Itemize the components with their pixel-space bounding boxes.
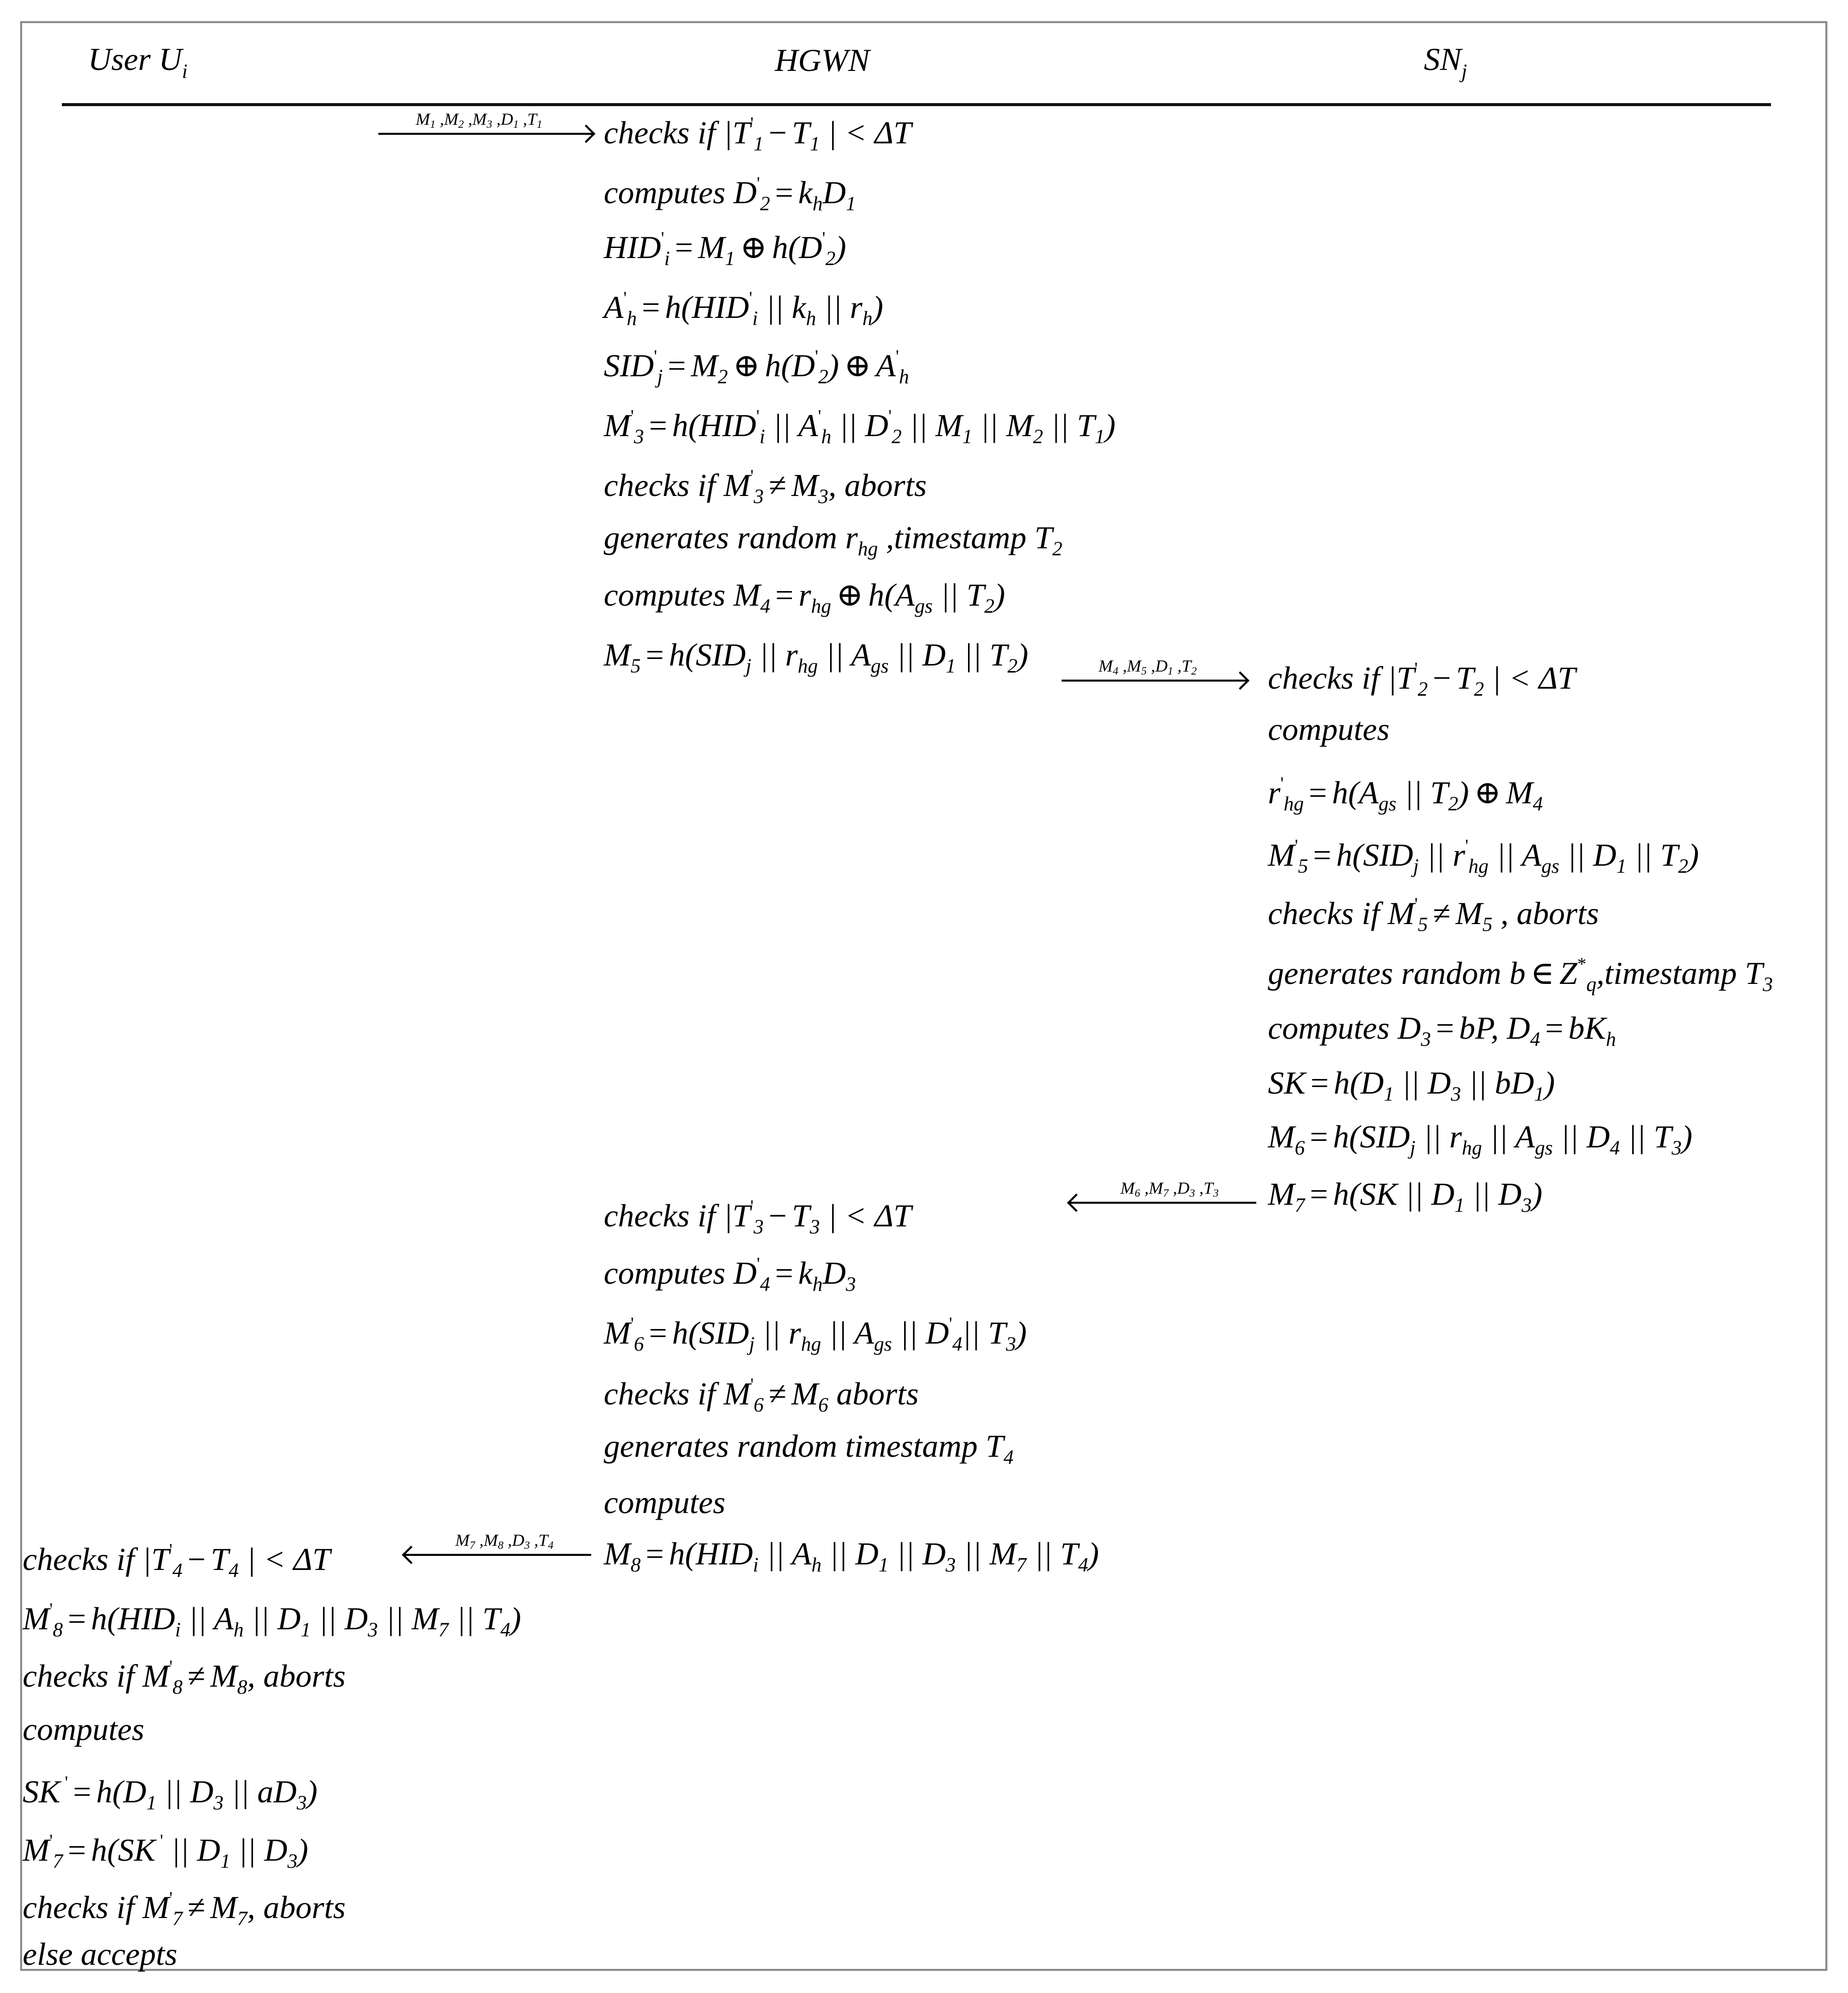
protocol-step-line: generates random b ∈ $Z^*_q,timestamp$ $T_3$ <box>1268 954 1773 995</box>
arrow-label: $M_4$ $,M_5$ $,D_1$ $,T_2$ <box>1098 657 1197 677</box>
protocol-step-line: checks if $|T'_3 - T_3$ | < ΔT <box>604 1196 912 1238</box>
header-user <box>88 43 188 81</box>
protocol-step-line: $M'_3 = h(HID'_i$ || $A'_h$ || $D'_2$ || $M_1$ || $M_2$ || $T_1$) <box>604 406 1116 448</box>
header-gateway <box>775 44 869 76</box>
protocol-step-line: computes $D_3$ = bP, $D_4 = bK_h$ <box>1268 1010 1616 1050</box>
message-arrow-gateway-to-user <box>403 1531 591 1556</box>
header-user-subscript: i <box>182 60 188 82</box>
arrow-label: $M_6$ $,M_7$ $,D_3$ $,T_3$ <box>1120 1179 1219 1199</box>
protocol-step-line: computes $D'_4 = k_hD_3$ <box>604 1254 856 1295</box>
protocol-step-line: computes $M_4 = r_{hg}$ ⊕ $h(A_{gs}$ || $T_2$) <box>604 577 1005 617</box>
header-user-label: User U <box>88 41 182 77</box>
protocol-step-line: computes <box>23 1711 144 1747</box>
protocol-step-line: SK = $h(D_1$ || $D_3$ || $bD_1$) <box>1268 1065 1555 1105</box>
protocol-step-line: $M_8 = h(HID_i$ || $A_h$ || $D_1$ || $D_3$ || $M_7$ || $T_4$) <box>604 1536 1099 1576</box>
protocol-step-line: $M'_5 = h(SID_j$ || $r'_{hg}$ || $A_{gs}$ || $D_1$ || $T_2$) <box>1268 836 1699 877</box>
protocol-step-line: $M'_8 = h(HID_i$ || $A_h$ || $D_1$ || $D_3$ || $M_7$ || $T_4$) <box>23 1599 521 1641</box>
protocol-step-line: $M'_7 = h(SK$ ' || $D_1$ || $D_3$) <box>23 1831 308 1872</box>
protocol-step-line: computes <box>604 1484 726 1520</box>
header-rule <box>62 103 1771 106</box>
protocol-step-line: checks if $M'_5 \ne M_5$ , aborts <box>1268 894 1599 936</box>
message-arrow-user-to-gateway <box>378 110 595 135</box>
protocol-step-line: checks if $|T'_2 - T_2$ | < ΔT <box>1268 658 1576 700</box>
header-sensor-subscript: j <box>1461 60 1467 82</box>
protocol-step-line: else accepts <box>23 1936 178 1972</box>
protocol-step-line: $M_7 = h(SK$ || $D_1$ || $D_3$) <box>1268 1176 1543 1216</box>
protocol-step-line: checks if $|T'_1 - T_1$ | < ΔT <box>604 113 912 155</box>
protocol-step-line: $M_5 = h(SID_j$ || $r_{hg}$ || $A_{gs}$ || $D_1$ || $T_2$) <box>604 637 1028 677</box>
header-sensor <box>1424 43 1467 81</box>
arrow-label: $M_7$ $,M_8$ $,D_3$ $,T_4$ <box>455 1531 554 1551</box>
protocol-step-line: $M_6 = h(SID_j$ || $r_{hg}$ || $A_{gs}$ || $D_4$ || $T_3$) <box>1268 1119 1693 1159</box>
header-gateway-label: HGWN <box>775 42 870 78</box>
header-sensor-label: SN <box>1424 41 1462 77</box>
protocol-step-line: computes <box>1268 711 1390 747</box>
protocol-step-line: checks if $M'_8 \ne M_8$, aborts <box>23 1656 346 1698</box>
protocol-step-line: generates random timestamp $T_4$ <box>604 1428 1014 1468</box>
protocol-step-line: generates random $r_{hg}$ ,timestamp $T_2$ <box>604 520 1063 560</box>
message-arrow-sensor-to-gateway <box>1068 1179 1256 1204</box>
message-arrow-gateway-to-sensor <box>1062 657 1249 682</box>
protocol-step-line: $SID'_j = M_2$ ⊕ $h(D'_2)$ ⊕ $A'_h$ <box>604 346 909 388</box>
protocol-step-line: $HID'_i = M_1$ ⊕ $h(D'_2)$ <box>604 228 846 270</box>
arrow-label: $M_1$ $,M_2$ $,M_3$ $,D_1$ $,T_1$ <box>416 110 542 130</box>
protocol-step-line: computes $D'_2 = k_hD_1$ <box>604 173 856 215</box>
protocol-step-line: checks if $M'_6 \ne M_6$ aborts <box>604 1374 919 1416</box>
protocol-step-line: SK $' = h(D_1$ || $D_3$ || $aD_3$) <box>23 1772 317 1814</box>
protocol-step-line: checks if $|T'_4 - T_4$ | < ΔT <box>23 1540 331 1582</box>
protocol-step-line: checks if $M'_7 \ne M_7$, aborts <box>23 1888 346 1930</box>
protocol-step-line: checks if $M'_3 \ne M_3$, aborts <box>604 466 927 508</box>
protocol-step-line: $r'_{hg} = h(A_{gs}$ || $T_2$) ⊕ $M_4$ <box>1268 773 1543 815</box>
protocol-step-line: $A'_h = h(HID'_i$ || $k_h$ || $r_h$) <box>604 288 883 329</box>
protocol-step-line: $M'_6 = h(SID_j$ || $r_{hg}$ || $A_{gs}$ || $D'_4||$ $T_3$) <box>604 1313 1027 1355</box>
